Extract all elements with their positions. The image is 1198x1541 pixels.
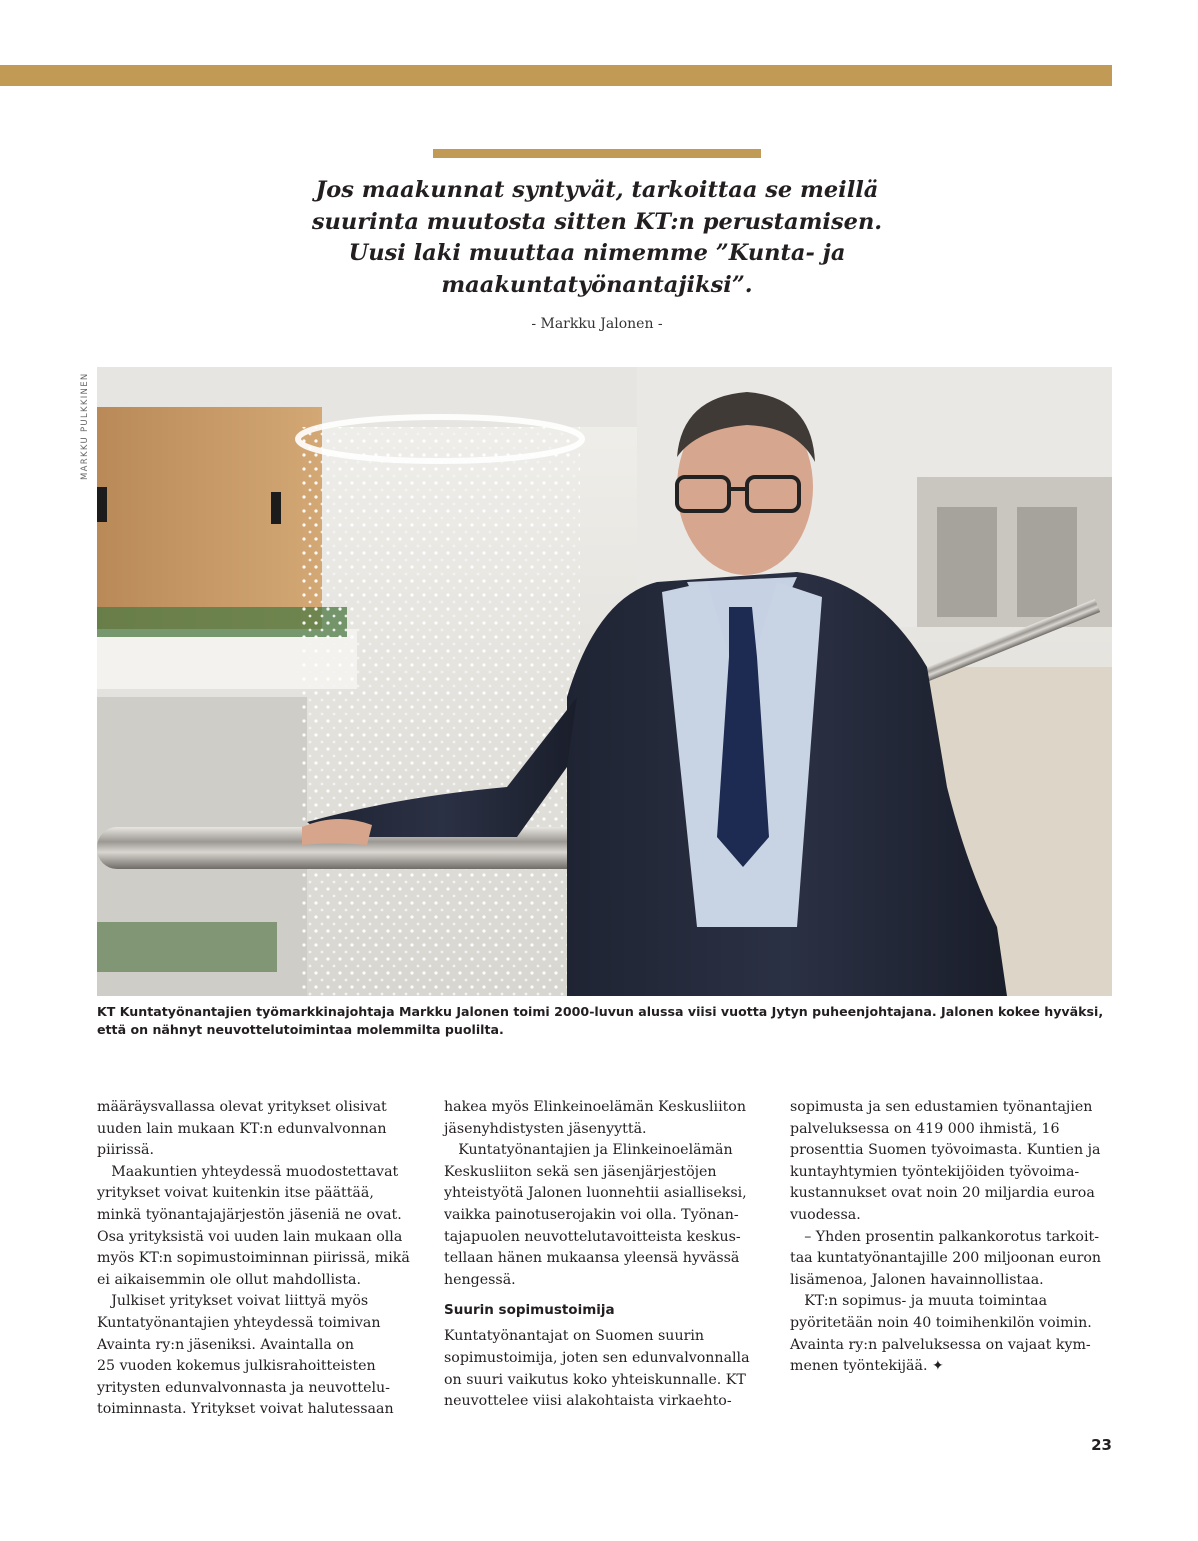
text-line: Keskusliiton sekä sen jäsenjärjestöjen — [444, 1163, 717, 1180]
text-line: Kuntatyönantajat on Suomen suurin — [444, 1328, 705, 1345]
text-line: sopimustoimija, joten sen edunvalvonnalla — [444, 1349, 750, 1366]
text-line: tajapuolen neuvottelutavoitteista keskus- — [444, 1228, 741, 1245]
text-line: yritysten edunvalvonnasta ja neuvottelu- — [97, 1379, 390, 1396]
portrait-photo-illustration — [97, 367, 1112, 996]
text-line: Avainta ry:n palveluksessa on vajaat kym- — [790, 1336, 1091, 1353]
text-line: yhteistyötä Jalonen luonnehtii asialliseksi, — [444, 1185, 747, 1202]
text-line: Kuntatyönantajien ja Elinkeinoelämän — [444, 1142, 733, 1159]
caption-line: KT Kuntatyönantajien työmarkkinajohtaja Markku Jalonen toimi 2000-luvun alussa viisi vuotta Jytyn puheenjohtajana. Jalonen kokee hyväksi, — [97, 1004, 1104, 1019]
text-line: prosenttia Suomen työvoimasta. Kuntien ja — [790, 1142, 1101, 1159]
text-line: hengessä. — [444, 1271, 516, 1288]
photo-caption — [97, 1003, 1112, 1039]
text-line: taa kuntatyönantajille 200 miljoonan euron — [790, 1250, 1102, 1267]
text-line: minkä työnantajajärjestön jäseniä ne ovat. — [97, 1206, 402, 1223]
text-line: palveluksessa on 419 000 ihmistä, 16 — [790, 1120, 1060, 1137]
text-line: uuden lain mukaan KT:n edunvalvonnan — [97, 1120, 387, 1137]
text-line: on suuri vaikutus koko yhteiskunnalle. KT — [444, 1371, 746, 1388]
pull-quote-line: Jos maakunnat syntyvät, tarkoittaa se meillä — [315, 177, 879, 203]
quote-attribution: - Markku Jalonen - — [531, 316, 663, 332]
text-line: Avainta ry:n jäseniksi. Avaintalla on — [97, 1336, 355, 1353]
text-line: tellaan hänen mukaansa yleensä hyvässä — [444, 1250, 740, 1267]
section-subheading: Suurin sopimustoimija — [444, 1302, 615, 1319]
article-column-3 — [790, 1097, 1120, 1378]
text-line: neuvottelee viisi alakohtaista virkaehto- — [444, 1393, 732, 1410]
text-line: myös KT:n sopimustoiminnan piirissä, mikä — [97, 1250, 410, 1267]
text-line: kuntayhtymien työntekijöiden työvoima- — [790, 1163, 1080, 1180]
pull-quote — [250, 175, 944, 301]
pull-quote-line: suurinta muutosta sitten KT:n perustamisen. — [311, 208, 883, 235]
text-line: KT:n sopimus- ja muuta toimintaa — [790, 1293, 1048, 1310]
caption-line: että on nähnyt neuvottelutoimintaa molemmilta puolilta. — [97, 1022, 504, 1037]
text-line: Maakuntien yhteydessä muodostettavat — [97, 1163, 399, 1180]
text-line: lisämenoa, Jalonen havainnollistaa. — [790, 1271, 1044, 1288]
text-line: Julkiset yritykset voivat liittyä myös — [97, 1293, 369, 1310]
end-mark-icon: ✦ — [932, 1358, 944, 1375]
text-line: määräysvallassa olevat yritykset olisivat — [97, 1099, 387, 1115]
text-line: piirissä. — [97, 1142, 155, 1159]
text-line: – Yhden prosentin palkankorotus tarkoit- — [790, 1228, 1100, 1245]
text-line: sopimusta ja sen edustamien työnantajien — [790, 1099, 1093, 1115]
pull-quote-line: maakuntatyönantajiksi”. — [441, 271, 753, 298]
page-number: 23 — [1091, 1436, 1112, 1454]
text-line: ei aikaisemmin ole ollut mahdollista. — [97, 1271, 361, 1288]
photo-credit: MARKKU PULKKINEN — [80, 372, 90, 480]
text-line — [790, 1356, 1120, 1378]
pull-quote-line: Uusi laki muuttaa nimemme ”Kunta- ja — [348, 240, 846, 266]
quote-rule — [433, 149, 761, 158]
article-column-1 — [97, 1097, 427, 1421]
text-line: vuodessa. — [790, 1206, 861, 1223]
text-line: pyöritetään noin 40 toimihenkilön voimin. — [790, 1314, 1092, 1331]
portrait-photo — [97, 367, 1112, 996]
text-line: yritykset voivat kuitenkin itse päättää, — [97, 1185, 374, 1202]
text-line: hakea myös Elinkeinoelämän Keskusliiton — [444, 1099, 746, 1115]
text-line: vaikka painotuserojakin voi olla. Työnan- — [444, 1206, 739, 1223]
text-line: toiminnasta. Yritykset voivat halutessaan — [97, 1401, 394, 1418]
text-line: jäsenyhdistysten jäsenyyttä. — [444, 1120, 647, 1137]
text-line-content: menen työntekijää. — [790, 1358, 928, 1375]
text-line: kustannukset ovat noin 20 miljardia euroa — [790, 1185, 1095, 1202]
top-accent-bar — [0, 65, 1112, 86]
article-column-2 — [444, 1097, 774, 1413]
text-line: 25 vuoden kokemus julkisrahoitteisten — [97, 1358, 376, 1375]
text-line: Kuntatyönantajien yhteydessä toimivan — [97, 1314, 381, 1331]
text-line: Osa yrityksistä voi uuden lain mukaan olla — [97, 1228, 403, 1245]
